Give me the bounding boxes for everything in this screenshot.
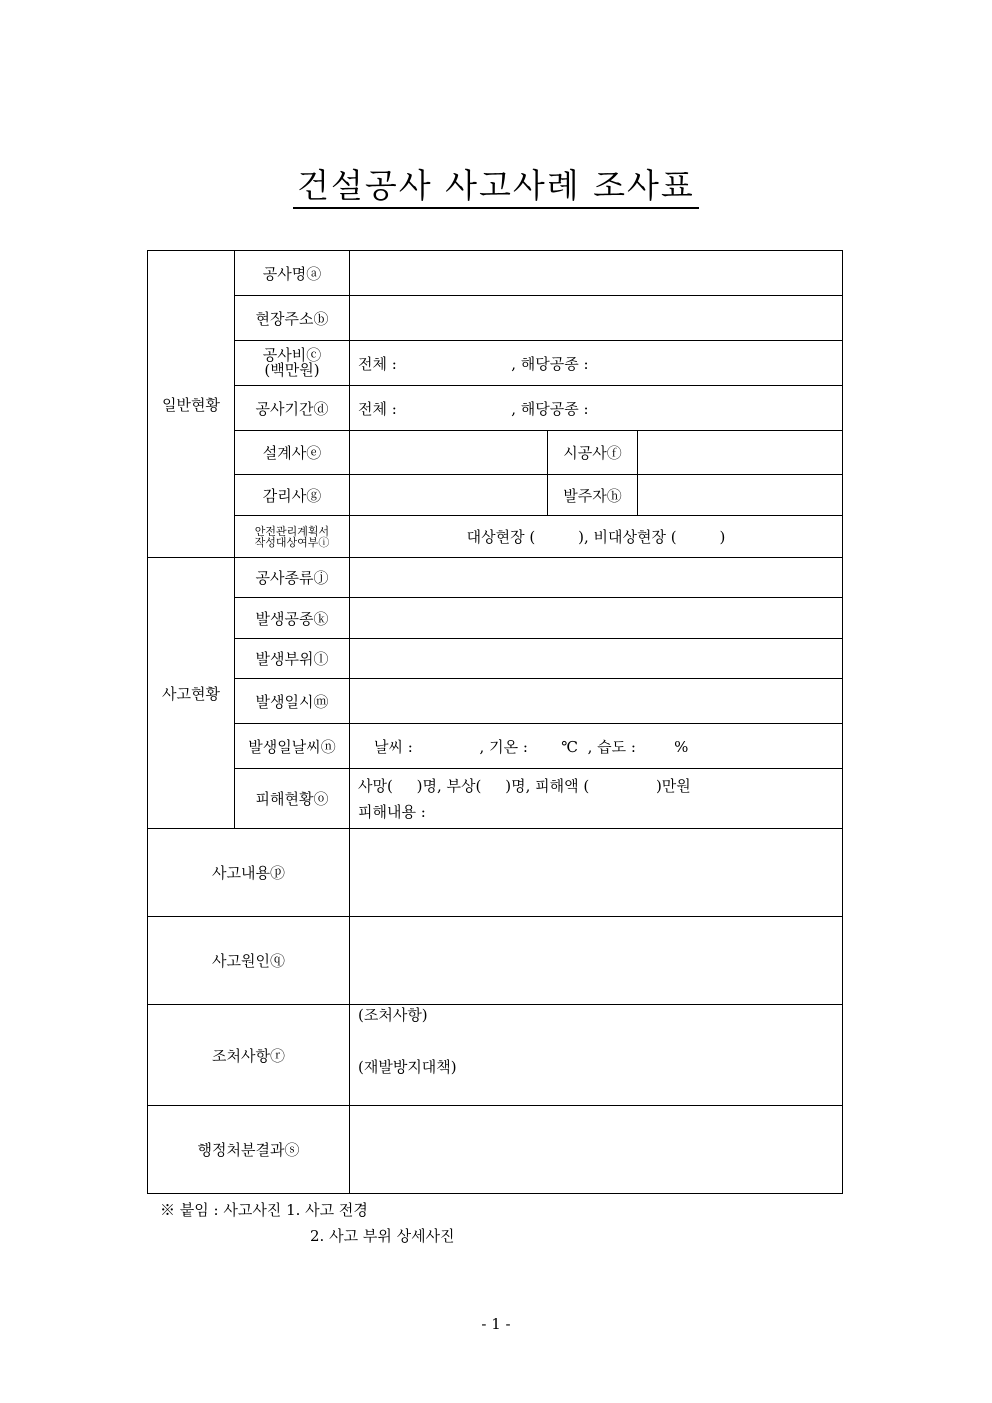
field-supervisor[interactable] (350, 475, 548, 516)
label-safety-plan-line1: 안전관리계획서 (254, 524, 330, 538)
label-content: 사고내용ⓟ (148, 829, 350, 917)
table-row (148, 639, 843, 679)
field-content[interactable] (350, 829, 843, 917)
label-weather: 발생일날씨ⓝ (235, 724, 350, 769)
table-row (148, 251, 843, 296)
label-location: 발생부위ⓛ (235, 639, 350, 679)
table-row (148, 1005, 843, 1106)
label-safety-plan (235, 516, 350, 558)
field-period[interactable]: 전체 : , 해당공종 : (350, 386, 843, 431)
table-row (148, 386, 843, 431)
table-row (148, 558, 843, 598)
field-action[interactable] (350, 1005, 843, 1106)
section-accident: 사고현황 (148, 558, 235, 829)
field-cost[interactable]: 전체 : , 해당공종 : (350, 341, 843, 386)
field-work-type[interactable] (350, 558, 843, 598)
table-row (148, 431, 843, 475)
label-site-address: 현장주소ⓑ (235, 296, 350, 341)
section-general: 일반현황 (148, 251, 235, 558)
label-safety-plan-line2: 작성대상여부ⓘ (254, 535, 330, 549)
label-cost (235, 341, 350, 386)
field-datetime[interactable] (350, 679, 843, 724)
field-damage[interactable] (350, 769, 843, 829)
field-weather[interactable]: 날씨 : , 기온 : ℃ , 습도 : % (350, 724, 843, 769)
document-title: 건설공사 사고사례 조사표 (293, 166, 699, 209)
label-cost-line1: 공사비ⓒ (262, 346, 322, 364)
page-number: - 1 - (481, 1315, 511, 1333)
action-line1: (조처사항) (358, 1006, 428, 1024)
label-action: 조처사항ⓡ (148, 1005, 350, 1106)
action-line2: (재발방지대책) (358, 1058, 457, 1076)
table-row (148, 1106, 843, 1194)
document-title-wrap (0, 160, 992, 207)
table-row (148, 598, 843, 639)
label-damage: 피해현황ⓞ (235, 769, 350, 829)
attachment-line2: 2. 사고 부위 상세사진 (310, 1227, 455, 1245)
damage-line2: 피해내용 : (358, 802, 426, 821)
table-row (148, 829, 843, 917)
label-contractor: 시공사ⓕ (548, 431, 638, 475)
table-row (148, 296, 843, 341)
field-site-address[interactable] (350, 296, 843, 341)
table-row (148, 341, 843, 386)
field-work-trade[interactable] (350, 598, 843, 639)
field-location[interactable] (350, 639, 843, 679)
label-designer: 설계사ⓔ (235, 431, 350, 475)
field-designer[interactable] (350, 431, 548, 475)
field-safety-plan[interactable]: 대상현장 ( ), 비대상현장 ( ) (350, 516, 843, 558)
table-row (148, 516, 843, 558)
table-row (148, 724, 843, 769)
attachment-note (160, 1197, 455, 1249)
label-work-trade: 발생공종ⓚ (235, 598, 350, 639)
damage-line1: 사망( )명, 부상( )명, 피해액 ( )만원 (358, 776, 691, 795)
field-client[interactable] (638, 475, 843, 516)
label-supervisor: 감리사ⓖ (235, 475, 350, 516)
field-penalty[interactable] (350, 1106, 843, 1194)
label-project-name: 공사명ⓐ (235, 251, 350, 296)
table-row (148, 917, 843, 1005)
label-datetime: 발생일시ⓜ (235, 679, 350, 724)
table-row (148, 475, 843, 516)
attachment-line1: ※ 붙임 : 사고사진 1. 사고 전경 (160, 1201, 368, 1219)
table-row (148, 769, 843, 829)
label-cost-line2: (백만원) (264, 361, 320, 379)
field-contractor[interactable] (638, 431, 843, 475)
label-cause: 사고원인ⓠ (148, 917, 350, 1005)
accident-survey-table (147, 250, 843, 1194)
field-project-name[interactable] (350, 251, 843, 296)
field-cause[interactable] (350, 917, 843, 1005)
label-work-type: 공사종류ⓙ (235, 558, 350, 598)
label-client: 발주자ⓗ (548, 475, 638, 516)
table-row (148, 679, 843, 724)
label-period: 공사기간ⓓ (235, 386, 350, 431)
label-penalty: 행정처분결과ⓢ (148, 1106, 350, 1194)
